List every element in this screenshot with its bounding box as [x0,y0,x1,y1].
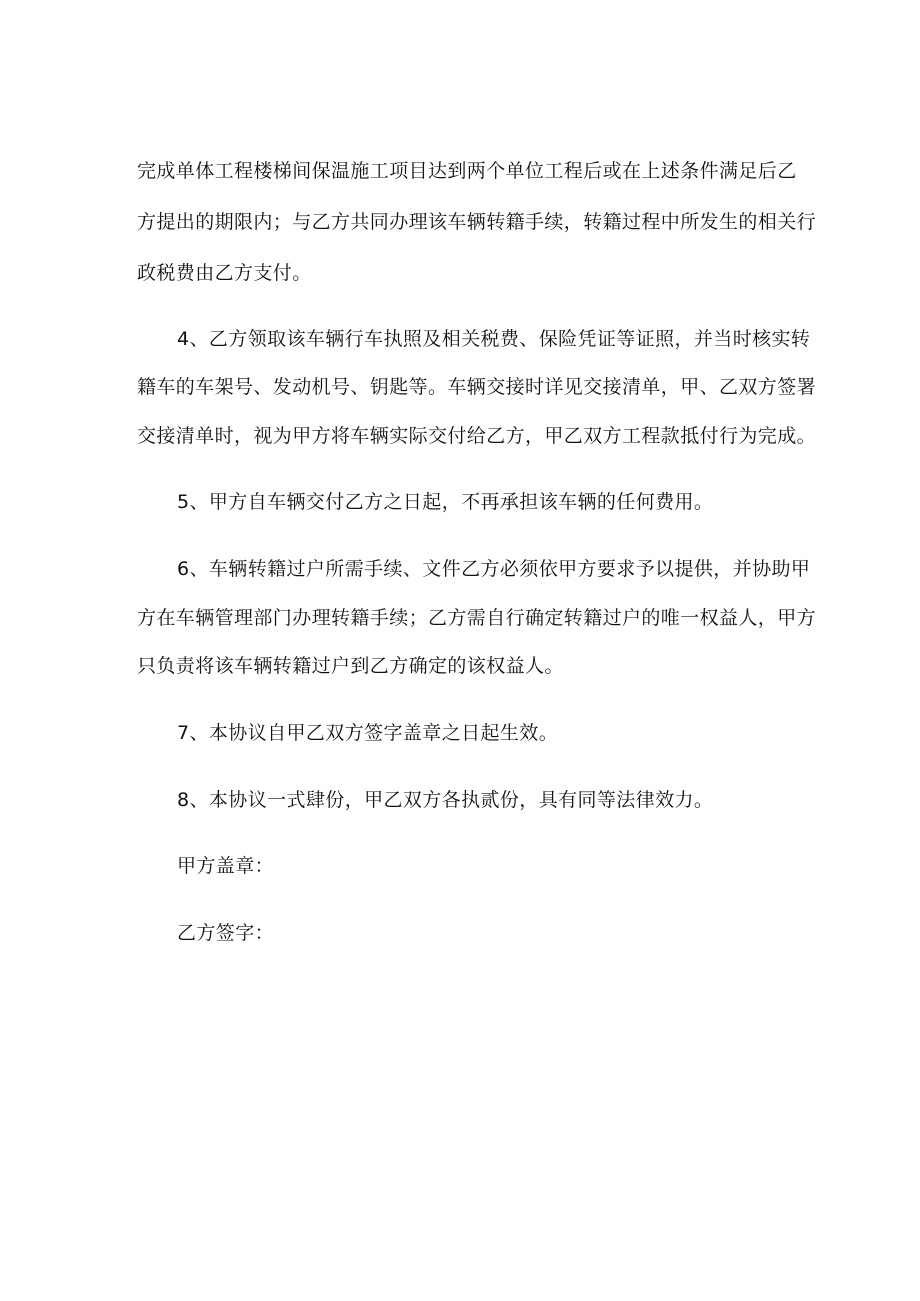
clause-6-line-3: 只负责将该车辆转籍过户到乙方确定的该权益人。 [137,655,564,677]
paragraph-3-line-3: 政税费由乙方支付。 [137,262,312,284]
clause-5-text: 5、甲方自车辆交付乙方之日起，不再承担该车辆的任何费用。 [177,491,714,513]
paragraph-3-line-2: 方提出的期限内；与乙方共同办理该车辆转籍手续，转籍过程中所发生的相关行 [137,211,817,233]
clause-4-line-2: 籍车的车架号、发动机号、钥匙等。车辆交接时详见交接清单，甲、乙双方签署 [137,376,817,398]
clause-4-line-3: 交接清单时，视为甲方将车辆实际交付给乙方，甲乙双方工程款抵付行为完成。 [137,425,817,447]
clause-6-line-1: 6、车辆转籍过户所需手续、文件乙方必须依甲方要求予以提供，并协助甲 [177,558,811,580]
clause-7-text: 7、本协议自甲乙双方签字盖章之日起生效。 [177,722,559,744]
party-a-seal-label: 甲方盖章： [177,855,275,877]
clause-6-line-2: 方在车辆管理部门办理转籍手续；乙方需自行确定转籍过户的唯一权益人，甲方 [137,607,817,629]
paragraph-3-line-1: 完成单体工程楼梯间保温施工项目达到两个单位工程后或在上述条件满足后乙 [137,160,797,182]
clause-4-line-1: 4、乙方领取该车辆行车执照及相关税费、保险凭证等证照，并当时核实转 [177,328,811,350]
clause-8-text: 8、本协议一式肆份，甲乙双方各执贰份，具有同等法律效力。 [177,789,714,811]
party-b-signature-label: 乙方签字： [177,922,275,944]
